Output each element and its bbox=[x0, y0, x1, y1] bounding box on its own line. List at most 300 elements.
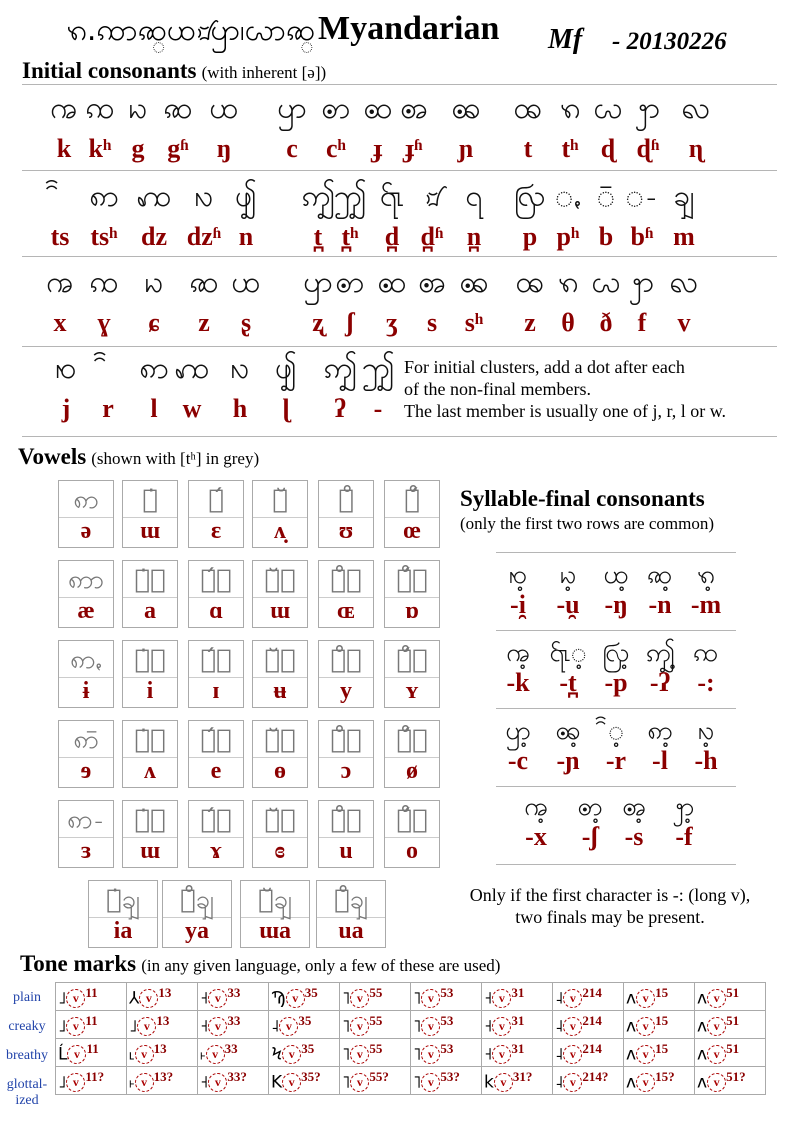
vowel-glyph: ꩱ̆ꩽ bbox=[253, 803, 307, 838]
vowel-glyph: ꩱ̇ bbox=[123, 483, 177, 518]
tone-number: 55 bbox=[369, 1040, 383, 1056]
tone-number: 53 bbox=[440, 1012, 454, 1028]
tone-number: 11 bbox=[86, 1040, 99, 1056]
vowel-placeholder: v bbox=[707, 989, 726, 1008]
tone-mark: ˥ bbox=[413, 1044, 422, 1065]
final-glyph: ꩣ့ bbox=[647, 560, 673, 590]
tone-mark: ˩ bbox=[58, 1072, 67, 1093]
final-note bbox=[448, 884, 772, 928]
final-glyph: ꩦ့ bbox=[577, 792, 603, 822]
tone-number: 33 bbox=[227, 984, 241, 1000]
tone-cell bbox=[340, 1067, 411, 1095]
vowel-latin: ə bbox=[80, 518, 92, 544]
consonant-glyph: ꩡ bbox=[89, 265, 119, 300]
consonant-latin: ʔ bbox=[334, 394, 346, 423]
final-glyph: ꩳ့ bbox=[697, 716, 715, 746]
vowel-latin: ø bbox=[406, 758, 418, 784]
tone-mark: ˨ bbox=[555, 1044, 564, 1065]
final-latin: -t̪ bbox=[559, 668, 577, 697]
final-glyph: ꩫ့ bbox=[696, 560, 716, 590]
consonant-glyph: ꩮ bbox=[681, 91, 711, 126]
tone-cell bbox=[127, 1067, 198, 1095]
tone-cell bbox=[127, 1011, 198, 1039]
vowel-placeholder: v bbox=[66, 1073, 85, 1092]
vowel-cell bbox=[384, 480, 440, 548]
consonant-latin: c bbox=[286, 134, 298, 163]
tone-number: 55 bbox=[369, 984, 383, 1000]
consonant-glyph: ꩪ bbox=[515, 265, 545, 300]
script-title: ꩫ.ꩡာꩣ္ꩤ꩸ꩥ၊ꩬာꩣ္ bbox=[66, 13, 316, 48]
consonant-glyph bbox=[38, 180, 82, 214]
vowel-cell bbox=[318, 640, 374, 708]
tone-number: 53 bbox=[440, 1040, 454, 1056]
vowel-placeholder: v bbox=[66, 989, 85, 1008]
consonant-glyph: ꩷ bbox=[379, 179, 405, 214]
vowel-placeholder: v bbox=[563, 989, 582, 1008]
vowel-latin: ia bbox=[113, 918, 133, 944]
final-glyph: ꩤ့ bbox=[603, 560, 629, 590]
consonant-latin: ð bbox=[599, 308, 613, 337]
vowel-cell bbox=[122, 800, 178, 868]
tone-mark: ˥ bbox=[413, 988, 422, 1009]
tone-mark: ˧ bbox=[484, 988, 493, 1009]
tone-number: 214 bbox=[582, 984, 602, 1000]
vowel-placeholder: v bbox=[492, 1045, 511, 1064]
vowel-placeholder: v bbox=[421, 989, 440, 1008]
tone-mark: Ĺ bbox=[58, 1044, 68, 1065]
vowel-glyph: ꩱ̆ꩼ bbox=[253, 723, 307, 758]
consonant-glyph: ꩫ bbox=[557, 265, 579, 300]
vowel-placeholder: v bbox=[707, 1073, 726, 1092]
vowel-cell bbox=[188, 640, 244, 708]
divider bbox=[496, 630, 736, 631]
tone-number: 53? bbox=[440, 1068, 460, 1084]
consonant-glyph: ꩢ bbox=[144, 265, 164, 300]
vowel-glyph: ꩱ̇ꩾ bbox=[89, 883, 157, 918]
tone-mark: ʌ bbox=[626, 988, 637, 1009]
tone-mark: ˥ bbox=[413, 1072, 422, 1093]
final-latin: -ʔ bbox=[649, 668, 671, 697]
consonant-glyph: ꩨ bbox=[418, 265, 446, 300]
consonant-glyph: ꩦ bbox=[335, 265, 365, 300]
final-glyph: ꩡ bbox=[693, 638, 719, 668]
tone-cell bbox=[695, 1011, 766, 1039]
consonant-latin: θ bbox=[561, 308, 575, 337]
vowel-latin: e bbox=[210, 758, 222, 784]
consonant-glyph: ꩶ bbox=[361, 351, 395, 386]
consonant-latin: f bbox=[637, 308, 647, 337]
vowel-cell bbox=[252, 560, 308, 628]
vowel-glyph: ꩱ̊ာ bbox=[319, 563, 373, 598]
vowel-latin: ɪ bbox=[212, 678, 220, 704]
vowel-latin: ɞ bbox=[274, 838, 286, 864]
tone-number: 55 bbox=[369, 1012, 383, 1028]
vowel-cell bbox=[188, 800, 244, 868]
tone-mark: ʌ bbox=[697, 1044, 708, 1065]
vowel-latin: ɔ bbox=[340, 758, 352, 784]
final-latin: -i̯ bbox=[510, 590, 526, 619]
tone-number: 53 bbox=[440, 984, 454, 1000]
tone-cell bbox=[269, 1067, 340, 1095]
vowel-latin: ʊ bbox=[338, 518, 354, 544]
tone-row bbox=[56, 1039, 766, 1067]
tone-mark: ʌ bbox=[697, 1016, 708, 1037]
tone-row bbox=[56, 983, 766, 1011]
tone-mark: ˨ bbox=[271, 1016, 280, 1037]
tone-mark: ˧ bbox=[484, 1044, 493, 1065]
initials-note: (with inherent [ə]) bbox=[201, 63, 327, 82]
consonant-glyph: ꩾ bbox=[673, 179, 695, 214]
consonant-glyph: ꩸ bbox=[424, 179, 440, 214]
vowel-glyph: ꩱ́ာ bbox=[189, 563, 243, 598]
vowel-placeholder: v bbox=[636, 1073, 655, 1092]
final-latin: -p bbox=[604, 668, 628, 697]
final-latin: -f bbox=[675, 822, 693, 851]
vowel-glyph: ꩱ̇ꩻ bbox=[123, 643, 177, 678]
cluster-note bbox=[404, 356, 726, 422]
consonant-glyph: ꩧ bbox=[377, 265, 407, 300]
vowel-placeholder: v bbox=[563, 1073, 582, 1092]
vowel-cell bbox=[384, 560, 440, 628]
tone-cell bbox=[695, 1067, 766, 1095]
vowel-glyph: ꩱ̊́ꩽ bbox=[385, 803, 439, 838]
tone-row-label: creaky bbox=[8, 1019, 46, 1034]
vowel-glyph: ꩱ̊́ꩻ bbox=[385, 643, 439, 678]
tone-cell bbox=[56, 983, 127, 1011]
vowel-latin: ɒ bbox=[405, 598, 419, 624]
vowel-placeholder: v bbox=[208, 1017, 227, 1036]
tone-row bbox=[56, 1067, 766, 1095]
divider bbox=[22, 84, 777, 85]
vowel-latin: ɯ bbox=[140, 838, 160, 864]
vowel-cell bbox=[58, 560, 114, 628]
tone-number: 15 bbox=[655, 1040, 669, 1056]
cluster-note-line: The last member is usually one of j, r, l or w. bbox=[404, 401, 727, 421]
tone-cell bbox=[624, 1011, 695, 1039]
vowel-placeholder: v bbox=[350, 1017, 369, 1036]
consonant-glyph: ꩽ bbox=[625, 179, 659, 214]
vowel-glyph: ꩱ̊ꩼ bbox=[319, 723, 373, 758]
consonant-latin: bʱ bbox=[630, 222, 654, 251]
consonant-glyph: ꩭ bbox=[635, 91, 661, 126]
vowel-latin: o bbox=[406, 838, 418, 864]
consonant-glyph: ꩥ bbox=[303, 265, 333, 300]
final-latin: -c bbox=[507, 746, 529, 775]
vowel-glyph: ꩱ̆ာ bbox=[253, 563, 307, 598]
tone-mark: ʌ bbox=[626, 1016, 637, 1037]
vowel-latin: ya bbox=[185, 918, 209, 944]
vowel-cell bbox=[318, 480, 374, 548]
tone-cell bbox=[56, 1067, 127, 1095]
vowel-cell bbox=[58, 480, 114, 548]
tone-number: 35 bbox=[301, 1040, 315, 1056]
final-glyph: ꩨ့ bbox=[622, 792, 646, 822]
consonant-latin: ʒ bbox=[386, 308, 398, 337]
vowel-placeholder: v bbox=[563, 1017, 582, 1036]
diphthong-cell bbox=[88, 880, 158, 948]
vowel-cell bbox=[252, 720, 308, 788]
final-glyph: ꩱ့ bbox=[647, 716, 673, 746]
vowel-cell bbox=[318, 560, 374, 628]
consonant-glyph: ꩠ bbox=[50, 91, 78, 126]
consonant-latin: ʂ bbox=[240, 308, 252, 337]
vowel-latin: ʏ bbox=[405, 678, 419, 704]
tone-mark: ˥ bbox=[413, 1016, 422, 1037]
tone-mark: ˩ bbox=[58, 1016, 67, 1037]
final-latin: -h bbox=[694, 746, 718, 775]
consonant-glyph: ꩲ bbox=[174, 351, 210, 386]
vowel-glyph: ꩱ̇ꩼ bbox=[123, 723, 177, 758]
consonant-glyph: ꩶ bbox=[333, 179, 367, 214]
tone-number: 214 bbox=[582, 1040, 602, 1056]
vowel-glyph: ꩱ̊́ꩼ bbox=[385, 723, 439, 758]
tone-mark: ˥ bbox=[342, 988, 351, 1009]
consonant-glyph: ꩠ bbox=[46, 265, 74, 300]
vowel-placeholder: v bbox=[492, 989, 511, 1008]
final-latin: -x bbox=[525, 822, 547, 851]
vowel-glyph: ꩱာ bbox=[59, 563, 113, 598]
tones-heading: Tone marks bbox=[20, 951, 137, 976]
consonant-latin: h bbox=[232, 394, 248, 423]
consonant-glyph: ꩯ bbox=[55, 351, 77, 386]
vowel-cell bbox=[318, 720, 374, 788]
tone-number: 51 bbox=[726, 1012, 740, 1028]
vowel-placeholder: v bbox=[350, 1073, 369, 1092]
final-latin: -u̯ bbox=[556, 590, 580, 619]
consonant-latin: pʰ bbox=[556, 222, 580, 251]
date: - 20130226 bbox=[612, 28, 727, 55]
vowel-cell bbox=[188, 480, 244, 548]
consonant-latin: sʰ bbox=[464, 308, 484, 337]
tone-number: 214? bbox=[582, 1068, 609, 1084]
final-latin: -n bbox=[648, 590, 672, 619]
vowel-latin: ɶ bbox=[336, 598, 356, 624]
tone-cell bbox=[198, 983, 269, 1011]
vowel-placeholder: v bbox=[350, 989, 369, 1008]
tone-cell bbox=[198, 1067, 269, 1095]
vowel-cell bbox=[384, 640, 440, 708]
consonant-glyph: ꩻ bbox=[554, 179, 582, 214]
tone-number: 33? bbox=[227, 1068, 247, 1084]
final-glyph: ꩯ့ bbox=[508, 560, 528, 590]
vowel-placeholder: v bbox=[135, 1073, 154, 1092]
tone-cell bbox=[269, 1011, 340, 1039]
final-latin: -k bbox=[506, 668, 530, 697]
consonant-latin: ɖʱ bbox=[636, 134, 660, 163]
consonant-glyph: ꩭ bbox=[629, 265, 655, 300]
vowel-glyph: ꩱꩽ bbox=[59, 803, 113, 838]
tone-mark: ˪ bbox=[129, 1044, 135, 1065]
tone-number: 35 bbox=[298, 1012, 312, 1028]
consonant-glyph: ꩢ bbox=[128, 91, 148, 126]
tone-mark: ˩ bbox=[129, 1016, 138, 1037]
final-latin: -ŋ bbox=[604, 590, 628, 619]
vowel-glyph: ꩱ́ꩼ bbox=[189, 723, 243, 758]
vowel-placeholder: v bbox=[67, 1045, 86, 1064]
tone-row-label: glottal- bbox=[6, 1077, 48, 1092]
final-glyph: ꩠ့ bbox=[524, 792, 548, 822]
tone-cell bbox=[553, 1011, 624, 1039]
consonant-latin: kʰ bbox=[88, 134, 112, 163]
vowel-cell bbox=[122, 560, 178, 628]
vowel-glyph: ꩱ̆ꩻ bbox=[253, 643, 307, 678]
tone-number: 31? bbox=[512, 1068, 533, 1084]
tone-cell bbox=[482, 983, 553, 1011]
consonant-glyph: ꩬ bbox=[591, 265, 621, 300]
consonant-glyph: ꩧ bbox=[363, 91, 393, 126]
final-note-line: two finals may be present. bbox=[515, 907, 705, 927]
consonant-glyph: ꩳ bbox=[194, 179, 214, 214]
consonant-latin: m bbox=[673, 222, 695, 251]
tone-number: 35 bbox=[304, 984, 318, 1000]
tone-cell bbox=[340, 1011, 411, 1039]
vowels-note: (shown with [tʰ] in grey) bbox=[91, 449, 260, 468]
tone-mark: ˧ bbox=[200, 1072, 209, 1093]
tone-mark: ˥ bbox=[342, 1044, 351, 1065]
consonant-latin: t̪ bbox=[313, 222, 323, 251]
consonant-glyph: ꩴ bbox=[235, 179, 257, 214]
tone-cell bbox=[482, 1011, 553, 1039]
tone-cell bbox=[411, 1067, 482, 1095]
consonant-latin: z bbox=[198, 308, 210, 337]
vowel-latin: ʌ bbox=[144, 758, 156, 784]
tone-row-label: ized bbox=[15, 1093, 39, 1108]
consonant-latin: x bbox=[53, 308, 67, 337]
vowel-placeholder: v bbox=[208, 989, 227, 1008]
initials-heading: Initial consonants bbox=[22, 58, 197, 83]
vowel-glyph: ꩱ́ꩽ bbox=[189, 803, 243, 838]
final-glyph: ꩠ့ bbox=[506, 638, 530, 668]
consonant-latin: ʃ bbox=[346, 308, 354, 337]
vowel-placeholder: v bbox=[494, 1073, 513, 1092]
consonant-latin: ɕ bbox=[148, 308, 160, 337]
consonant-latin: r bbox=[102, 394, 114, 423]
tone-number: 31 bbox=[511, 984, 525, 1000]
tones-heading-block bbox=[20, 951, 500, 977]
tone-mark: ʌ bbox=[626, 1044, 637, 1065]
vowel-cell bbox=[122, 640, 178, 708]
tone-number: 33 bbox=[227, 1012, 241, 1028]
consonant-glyph: ꩵ bbox=[301, 179, 335, 214]
tone-cell bbox=[695, 1039, 766, 1067]
tone-cell bbox=[127, 983, 198, 1011]
tone-cell bbox=[269, 983, 340, 1011]
vowel-latin: y bbox=[340, 678, 352, 704]
final-glyph: ꩢ့ bbox=[559, 560, 577, 590]
vowel-latin: u bbox=[339, 838, 353, 864]
vowel-placeholder: v bbox=[282, 1073, 301, 1092]
divider bbox=[22, 170, 777, 171]
consonant-glyph: ꩣ bbox=[189, 265, 219, 300]
vowel-latin: ɯ bbox=[270, 598, 290, 624]
vowel-cell bbox=[384, 720, 440, 788]
vowel-latin: ɨ bbox=[82, 678, 90, 704]
tone-number: 51 bbox=[726, 984, 740, 1000]
consonant-latin: d̪ bbox=[384, 222, 400, 251]
vowel-latin: ɯ bbox=[140, 518, 160, 544]
tone-number: 15? bbox=[655, 1068, 675, 1084]
final-latin: -ʃ bbox=[581, 822, 599, 851]
final-latin: -l bbox=[652, 746, 668, 775]
vowel-placeholder: v bbox=[206, 1045, 225, 1064]
final-glyph: ꩭ့ bbox=[673, 792, 695, 822]
tone-number: 11 bbox=[85, 1012, 98, 1028]
tone-number: 15 bbox=[655, 1012, 669, 1028]
page-title: Myandarian bbox=[318, 10, 500, 47]
consonant-latin: ɟ bbox=[373, 134, 383, 163]
consonant-latin: gʱ bbox=[167, 134, 189, 163]
consonant-glyph: ꩣ bbox=[163, 91, 193, 126]
vowel-latin: ɑ bbox=[209, 598, 223, 624]
consonant-latin: d̪ʱ bbox=[420, 222, 444, 251]
tone-mark: ˩ bbox=[58, 988, 67, 1009]
tone-cell bbox=[482, 1067, 553, 1095]
consonant-latin: z bbox=[524, 308, 536, 337]
tone-mark: ˥ bbox=[342, 1072, 351, 1093]
tone-cell bbox=[198, 1011, 269, 1039]
consonant-latin: ɲ bbox=[458, 134, 474, 163]
tone-row-label: breathy bbox=[6, 1048, 48, 1063]
vowel-glyph: ꩱ̆ bbox=[253, 483, 307, 518]
consonant-latin: tʰ bbox=[561, 134, 579, 163]
vowel-glyph: ꩱꩼ bbox=[59, 723, 113, 758]
vowel-glyph: ꩱꩻ bbox=[59, 643, 113, 678]
vowel-glyph: ꩱ̊́ bbox=[385, 483, 439, 518]
consonant-glyph: ꩳ bbox=[230, 351, 250, 386]
vowel-glyph: ꩱ bbox=[59, 483, 113, 518]
tone-number: 13 bbox=[156, 1012, 170, 1028]
tone-mark: Ϡ bbox=[271, 988, 286, 1009]
cluster-note-line: For initial clusters, add a dot after each bbox=[404, 357, 685, 377]
tone-number: 11? bbox=[85, 1068, 105, 1084]
consonant-glyph: ꩨ bbox=[400, 91, 428, 126]
tone-mark: ˨ bbox=[555, 1072, 564, 1093]
tone-mark: ˨ bbox=[555, 988, 564, 1009]
divider bbox=[496, 786, 736, 787]
tone-number: 51? bbox=[726, 1068, 746, 1084]
vowel-cell bbox=[384, 800, 440, 868]
final-glyph: ꩷့ bbox=[549, 638, 587, 668]
vowel-cell bbox=[188, 560, 244, 628]
vowel-placeholder: v bbox=[66, 1017, 85, 1036]
vowel-placeholder: v bbox=[492, 1017, 511, 1036]
vowel-latin: ɘ bbox=[80, 758, 92, 784]
tone-cell bbox=[553, 983, 624, 1011]
tone-mark: ˧ bbox=[484, 1016, 493, 1037]
tone-cell bbox=[695, 983, 766, 1011]
consonant-glyph: ꩲ bbox=[136, 179, 172, 214]
tone-mark: ˧ bbox=[200, 1016, 209, 1037]
vowel-latin: æ bbox=[77, 598, 95, 624]
tone-mark: ʌ bbox=[697, 1072, 708, 1093]
vowels-heading-block bbox=[18, 444, 259, 470]
vowel-placeholder: v bbox=[636, 1017, 655, 1036]
vowel-cell bbox=[252, 640, 308, 708]
vowel-placeholder: v bbox=[286, 989, 305, 1008]
vowel-placeholder: v bbox=[421, 1017, 440, 1036]
tone-cell bbox=[411, 1039, 482, 1067]
tone-cell bbox=[56, 1011, 127, 1039]
tone-number: 31 bbox=[511, 1012, 525, 1028]
vowel-cell bbox=[252, 480, 308, 548]
final-glyph: ꩵ့ bbox=[645, 638, 675, 668]
divider bbox=[496, 708, 736, 709]
tone-mark: ʌ bbox=[626, 1072, 637, 1093]
tone-mark: ˫ bbox=[129, 1072, 135, 1093]
vowel-latin: ɵ bbox=[274, 758, 286, 784]
final-glyph: ꩥ့ bbox=[505, 716, 531, 746]
tone-mark: Ϟ bbox=[271, 1044, 283, 1065]
